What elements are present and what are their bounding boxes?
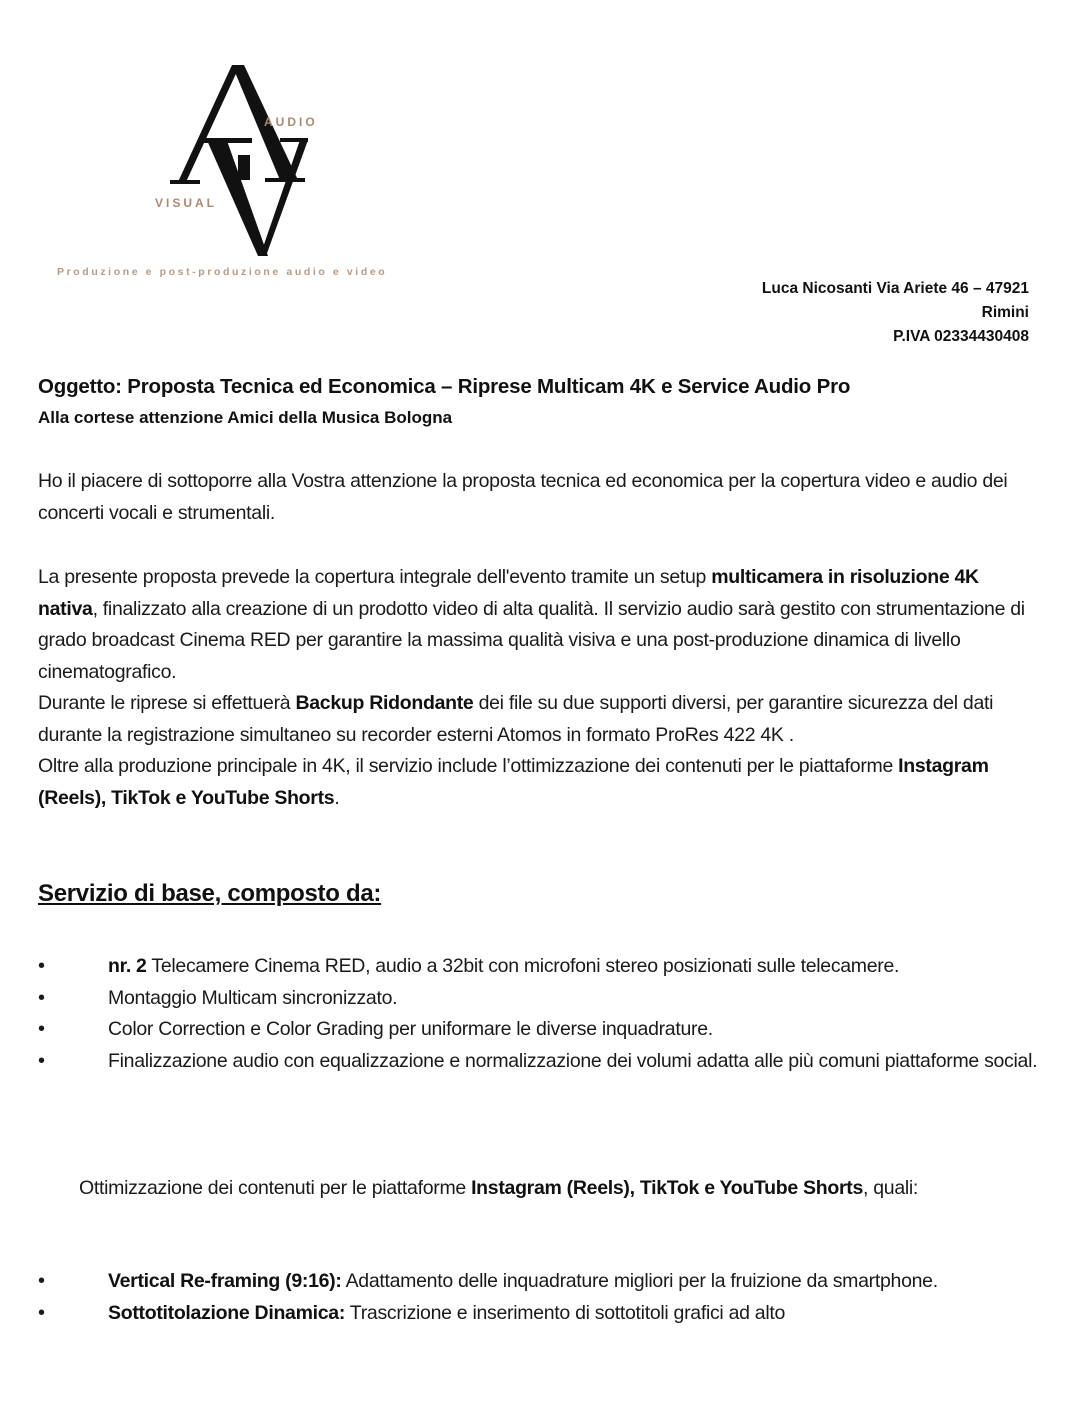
subject-line: Oggetto: Proposta Tecnica ed Economica – Riprese Multicam 4K e Service Audio Pro [38, 375, 851, 398]
av-monogram-icon [140, 60, 340, 260]
base-service-list [38, 951, 1038, 1077]
logo-audio-label: AUDIO [264, 115, 318, 129]
optimization-paragraph: Ottimizzazione dei contenuti per le piattaforme Instagram (Reels), TikTok e YouTube Shorts, quali: [79, 1177, 919, 1199]
section-title: Servizio di base, composto da: [38, 880, 382, 907]
intro-paragraph: Ho il piacere di sottoporre alla Vostra attenzione la proposta tecnica ed economica per la copertura video e audio dei concerti vocali e strumentali. [38, 470, 1008, 524]
list-item: • Vertical Re-framing (9:16): Adattamento delle inquadrature migliori per la fruizione da smartphone. [38, 1266, 1038, 1298]
emphasis-backup: Backup Ridondante [295, 692, 474, 714]
bullet-icon: • [38, 1301, 45, 1324]
sender-vat: P.IVA 02334430408 [893, 328, 1029, 345]
logo-tagline: Produzione e post-produzione audio e video [57, 266, 388, 278]
list-item: • Finalizzazione audio con equalizzazione e normalizzazione dei volumi adatta alle più comuni piattaforme social. [38, 1046, 1038, 1078]
company-logo [140, 60, 340, 260]
list-item: • Sottotitolazione Dinamica: Trascrizione e inserimento di sottotitoli grafici ad alto [38, 1298, 1038, 1330]
logo-visual-label: VISUAL [155, 196, 218, 210]
bullet-icon: • [38, 986, 45, 1009]
list-item: • nr. 2 Telecamere Cinema RED, audio a 32bit con microfoni stereo posizionati sulle telecamere. [38, 951, 1038, 983]
attention-line: Alla cortese attenzione Amici della Musica Bologna [38, 408, 453, 427]
bullet-icon: • [38, 1018, 45, 1040]
list-item: • Montaggio Multicam sincronizzato. [38, 983, 1038, 1015]
bullet-icon: • [38, 1270, 45, 1292]
list-item: • Color Correction e Color Grading per uniformare le diverse inquadrature. [38, 1014, 1038, 1046]
bullet-icon: • [38, 955, 45, 977]
bullet-icon: • [38, 1049, 45, 1072]
sender-name-street: Luca Nicosanti Via Ariete 46 – 47921 [761, 280, 1029, 297]
emphasis-platforms: Instagram (Reels), TikTok e YouTube Shorts [38, 755, 989, 809]
sender-city: Rimini [981, 304, 1029, 321]
sender-address [762, 277, 1029, 349]
emphasis-4k: multicamera in risoluzione 4K nativa [38, 566, 979, 620]
optimization-list [38, 1266, 1038, 1329]
proposal-paragraph: La presente proposta prevede la copertura integrale dell'evento tramite un setup multicamera in risoluzione 4K nativa, finalizzato alla creazione di un prodotto video di alta qualità. Il servizio audio sarà gestito con strumentazione di grado broadcast Cinema RED per garantire la massima qualità visiva e una post-produzione dinamica di livello cinematografico. Durante le riprese si effettuerà Backup Ridondante dei file su due supporti diversi, per garantire sicurezza del dati durante la registrazione simultaneo su recorder esterni Atomos in formato ProRes 422 4K . Oltre alla produzione principale in 4K, il servizio include l’ottimizzazione dei contenuti per le piattaforme Instagram (Reels), TikTok e YouTube Shorts. [38, 566, 1025, 809]
